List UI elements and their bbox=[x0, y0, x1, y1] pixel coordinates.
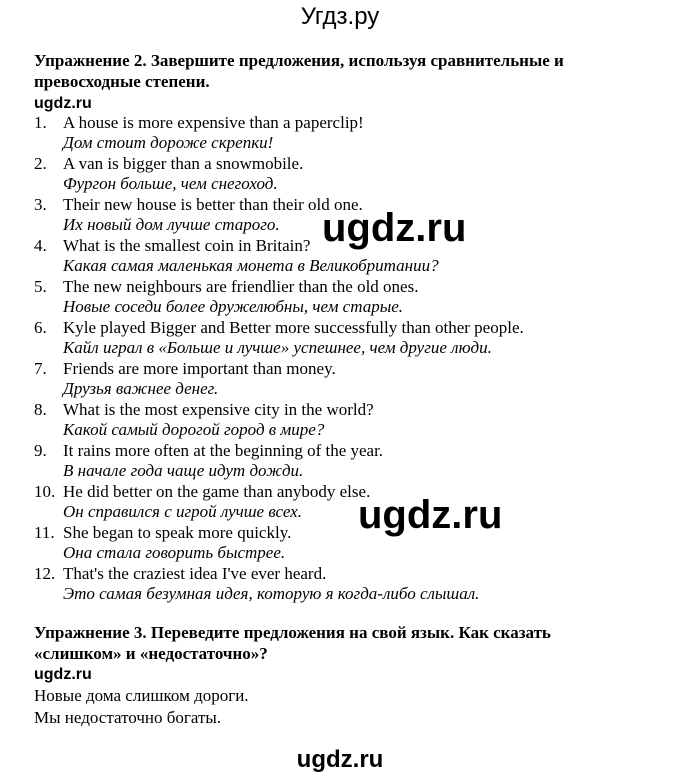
russian-translation: Друзья важнее денег. bbox=[63, 379, 219, 398]
item-number: 5. bbox=[34, 277, 47, 296]
english-sentence: Kyle played Bigger and Better more successfully than other people. bbox=[63, 318, 524, 337]
site-title: Угдз.ру bbox=[300, 3, 380, 30]
list-item bbox=[34, 441, 654, 482]
russian-translation: Она стала говорить быстрее. bbox=[63, 543, 286, 562]
russian-translation: В начале года чаще идут дожди. bbox=[63, 461, 304, 480]
english-sentence: That's the craziest idea I've ever heard. bbox=[63, 564, 327, 583]
english-sentence: What is the most expensive city in the world? bbox=[63, 400, 374, 419]
item-number: 3. bbox=[34, 195, 47, 214]
item-number: 4. bbox=[34, 236, 47, 255]
english-sentence: What is the smallest coin in Britain? bbox=[63, 236, 311, 255]
item-number: 8. bbox=[34, 400, 47, 419]
exercise-2-list bbox=[34, 113, 654, 605]
russian-translation: Их новый дом лучше старого. bbox=[63, 215, 280, 234]
english-sentence: It rains more often at the beginning of the year. bbox=[63, 441, 384, 460]
list-item bbox=[34, 564, 654, 605]
list-item bbox=[34, 523, 654, 564]
item-number: 7. bbox=[34, 359, 47, 378]
site-mark-exercise-2: ugdz.ru bbox=[34, 95, 92, 112]
item-number: 6. bbox=[34, 318, 47, 337]
item-number: 12. bbox=[34, 564, 56, 583]
russian-translation: Это самая безумная идея, которую я когда-либо слышал. bbox=[63, 584, 480, 603]
english-sentence: The new neighbours are friendlier than the old ones. bbox=[63, 277, 419, 296]
item-number: 2. bbox=[34, 154, 47, 173]
list-item bbox=[34, 154, 654, 195]
list-item bbox=[34, 400, 654, 441]
list-item bbox=[34, 359, 654, 400]
english-sentence: He did better on the game than anybody else. bbox=[63, 482, 371, 501]
russian-translation: Какая самая маленькая монета в Великобритании? bbox=[63, 256, 439, 275]
russian-translation: Он справился с игрой лучше всех. bbox=[63, 502, 302, 521]
english-sentence: Their new house is better than their old one. bbox=[63, 195, 363, 214]
exercise-2-heading: Упражнение 2. Завершите предложения, используя сравнительные и превосходные степени. bbox=[34, 51, 564, 91]
russian-translation: Какой самый дорогой город в мире? bbox=[63, 420, 325, 439]
russian-translation: Кайл играл в «Больше и лучше» успешнее, чем другие люди. bbox=[63, 338, 492, 357]
site-mark-exercise-3: ugdz.ru bbox=[34, 666, 92, 683]
list-item bbox=[34, 113, 654, 154]
item-number: 10. bbox=[34, 482, 56, 501]
exercise-3-line: Мы недостаточно богаты. bbox=[34, 708, 222, 727]
english-sentence: Friends are more important than money. bbox=[63, 359, 336, 378]
list-item bbox=[34, 482, 654, 523]
item-number: 9. bbox=[34, 441, 47, 460]
item-number: 1. bbox=[34, 113, 47, 132]
list-item bbox=[34, 277, 654, 318]
russian-translation: Дом стоит дороже скрепки! bbox=[63, 133, 274, 152]
footer-watermark: ugdz.ru bbox=[296, 746, 384, 773]
item-number: 11. bbox=[34, 523, 55, 542]
russian-translation: Новые соседи более дружелюбны, чем старые. bbox=[63, 297, 404, 316]
english-sentence: A van is bigger than a snowmobile. bbox=[63, 154, 304, 173]
watermark: ugdz.ru bbox=[358, 493, 503, 537]
list-item bbox=[34, 318, 654, 359]
exercise-3-heading: Упражнение 3. Переведите предложения на свой язык. Как сказать «слишком» и «недостаточно»? bbox=[34, 623, 551, 663]
english-sentence: She began to speak more quickly. bbox=[63, 523, 292, 542]
exercise-3-line: Новые дома слишком дороги. bbox=[34, 686, 249, 705]
watermark: ugdz.ru bbox=[322, 206, 467, 250]
english-sentence: A house is more expensive than a paperclip! bbox=[63, 113, 364, 132]
russian-translation: Фургон больше, чем снегоход. bbox=[63, 174, 278, 193]
